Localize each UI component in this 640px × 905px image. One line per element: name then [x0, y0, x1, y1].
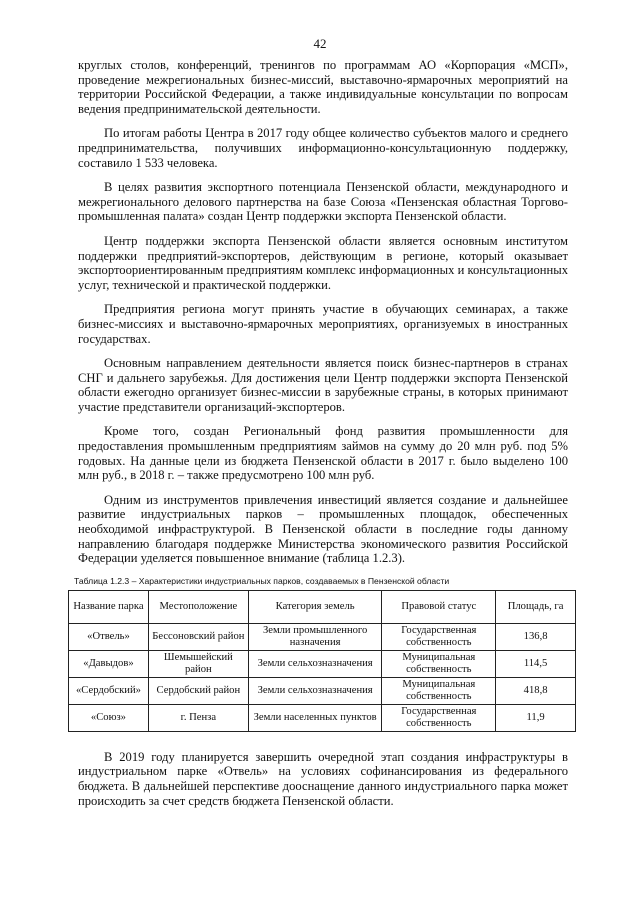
- paragraph: В 2019 году планируется завершить очередной этап создания инфраструктуры в индустриальном парке «Отвель» на условиях софинансирования из федерального бюджета. В дальнейшей перспективе дооснащение данного индустриального парка может происходить за счет средств бюджета Пензенской области.: [78, 749, 568, 808]
- paragraph: Центр поддержки экспорта Пензенской области является основным институтом поддержки предприятий-экспортеров, действующим в регионе, который оказывает экспортоориентированным предприятиям комплекс информационных и консультационных услуг, технической и практической поддержки.: [78, 233, 568, 292]
- cell-legal-status: Государственная собственность: [382, 704, 496, 731]
- cell-park-name: «Отвель»: [69, 623, 149, 650]
- table-row: [69, 704, 576, 731]
- cell-legal-status: Государственная собственность: [382, 623, 496, 650]
- cell-location: г. Пенза: [148, 704, 248, 731]
- cell-land-category: Земли сельхозназначения: [248, 677, 382, 704]
- cell-location: Сердобский район: [148, 677, 248, 704]
- paragraph: По итогам работы Центра в 2017 году общее количество субъектов малого и среднего предпринимательства, получивших информационно-консультационную поддержку, составило 1 533 человека.: [78, 126, 568, 170]
- cell-park-name: «Сердобский»: [69, 677, 149, 704]
- header-legal-status: Правовой статус: [382, 590, 496, 623]
- cell-park-name: «Давыдов»: [69, 650, 149, 677]
- cell-park-name: «Союз»: [69, 704, 149, 731]
- cell-area: 136,8: [496, 623, 576, 650]
- table-row: [69, 623, 576, 650]
- table-header-row: [69, 590, 576, 623]
- paragraph: круглых столов, конференций, тренингов по программам АО «Корпорация «МСП», проведение межрегиональных бизнес-миссий, выставочно-ярмарочных мероприятий на территории Российской Федерации, а также индивидуальные консультации по вопросам ведения предпринимательской деятельности.: [78, 58, 568, 116]
- paragraph: Кроме того, создан Региональный фонд развития промышленности для предоставления промышленным предприятиям займов на сумму до 20 млн руб. под 5% годовых. На данные цели из бюджета Пензенской области в 2017 г. было выделено 100 млн руб., в 2018 г. – также предусмотрено 100 млн руб.: [78, 424, 568, 483]
- table-row: [69, 677, 576, 704]
- table-row: [69, 650, 576, 677]
- header-park-name: Название парка: [69, 590, 149, 623]
- header-location: Местоположение: [148, 590, 248, 623]
- page-number: 42: [313, 36, 327, 51]
- paragraph: Основным направлением деятельности является поиск бизнес-партнеров в странах СНГ и дальнего зарубежья. Для достижения цели Центр поддержки экспорта Пензенской области ежегодно организует бизнес-миссии в зарубежные страны, в которых принимают участие представители организаций-экспортеров.: [78, 356, 568, 414]
- paragraph: Одним из инструментов привлечения инвестиций является создание и дальнейшее развитие индустриальных парков – промышленных площадок, обеспеченных необходимой инфраструктурой. В Пензенской области в последние годы данному направлению благодаря поддержке Министерства экономического развития Российской Федерации уделяется повышенное внимание (таблица 1.2.3).: [78, 492, 568, 566]
- cell-area: 418,8: [496, 677, 576, 704]
- cell-land-category: Земли населенных пунктов: [248, 704, 382, 731]
- cell-area: 11,9: [496, 704, 576, 731]
- header-land-category: Категория земель: [248, 590, 382, 623]
- cell-land-category: Земли сельхозназначения: [248, 650, 382, 677]
- paragraph: Предприятия региона могут принять участие в обучающих семинарах, а также бизнес-миссиях и выставочно-ярмарочных мероприятиях, организуемых в иностранных государствах.: [78, 302, 568, 346]
- paragraph: В целях развития экспортного потенциала Пензенской области, международного и межрегионального делового партнерства на базе Союза «Пензенская областная Торгово-промышленная палата» создан Центр поддержки экспорта Пензенской области.: [78, 180, 568, 224]
- cell-area: 114,5: [496, 650, 576, 677]
- table-caption: Таблица 1.2.3 – Характеристики индустриальных парков, создаваемых в Пензенской области: [74, 575, 450, 586]
- document-body: [73, 58, 568, 818]
- cell-legal-status: Муниципальная собственность: [382, 650, 496, 677]
- industrial-parks-table: [68, 590, 576, 732]
- cell-legal-status: Муниципальная собственность: [382, 677, 496, 704]
- header-area: Площадь, га: [496, 590, 576, 623]
- cell-location: Шемышейский район: [148, 650, 248, 677]
- cell-land-category: Земли промышленного назначения: [248, 623, 382, 650]
- cell-location: Бессоновский район: [148, 623, 248, 650]
